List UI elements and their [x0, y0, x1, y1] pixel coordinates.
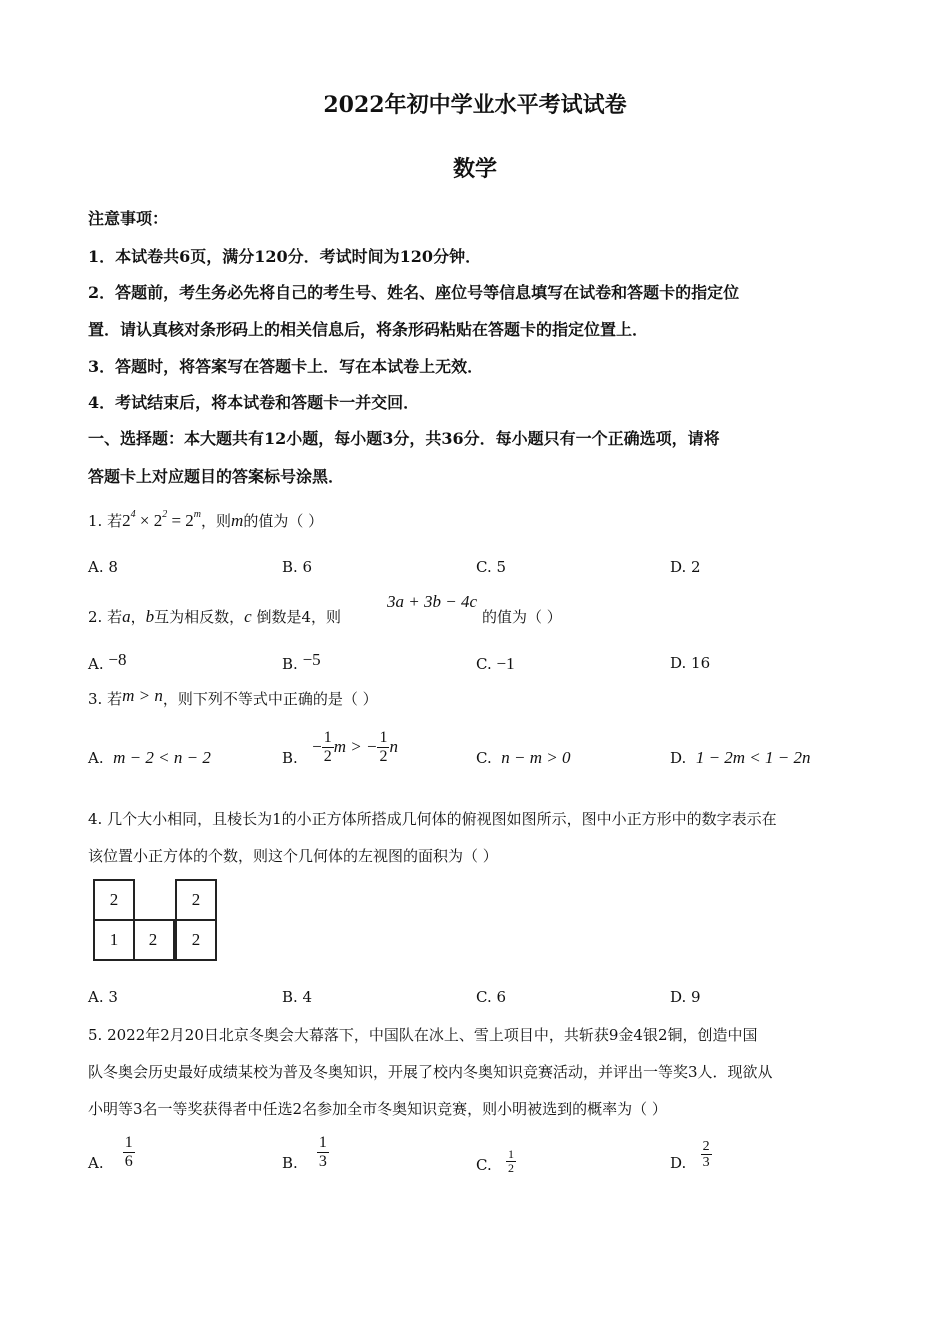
section-heading: 一、选择题：本大题共有12小题，每小题3分，共36分．每小题只有一个正确选项，请将 [88, 429, 720, 448]
grid-cell-bottom-left: 1 [93, 919, 135, 961]
q5-option-b: B. $\frac{1}{3}$ [282, 1133, 327, 1172]
q3-frac: $\frac{1}{2}$ [323, 728, 332, 765]
q2-option-d: D. 16 [670, 654, 711, 672]
page-title: 2022年初中学业水平考试试卷 [323, 92, 627, 118]
question-5-line2: 队冬奥会历史最好成绩某校为普及冬奥知识，开展了校内冬奥知识竞赛活动，并评出一等奖3人．现欲从 [88, 1063, 773, 1081]
question-5-line3: 小明等3名一等奖获得者中任选2名参加全市冬奥知识竞赛，则小明被选到的概率为（ ） [88, 1100, 667, 1118]
question-4-line1: 4. 几个大小相同，且棱长为1的小正方体所搭成几何体的俯视图如图所示，图中小正方形中的数字表示在 [88, 810, 777, 828]
question-5-line1: 5. 2022年2月20日北京冬奥会大幕落下，中国队在冰上、雪上项目中，共斩获9金4银2铜，创造中国 [88, 1026, 758, 1044]
q2-option-a: A. −8 [88, 650, 127, 673]
note-item: 4．考试结束后，将本试卷和答题卡一并交回． [88, 393, 420, 412]
q1-option-c: C. 5 [476, 558, 507, 576]
question-4-line2: 该位置小正方体的个数，则这个几何体的左视图的面积为（ ） [88, 847, 498, 865]
q3-option-d: D. 1 − 2m < 1 − 2n [670, 748, 811, 767]
q1-option-b: B. 6 [282, 558, 313, 576]
q4-option-b: B. 4 [282, 988, 313, 1006]
q4-option-a: A. 3 [88, 988, 118, 1006]
q1-option-a: A. 8 [88, 558, 118, 576]
note-item: 2．答题前，考生务必先将自己的考生号、姓名、座位号等信息填写在试卷和答题卡的指定位 [88, 283, 740, 302]
question-2: 2. 若a，b互为相反数，c 倒数是4，则 [88, 607, 341, 626]
note-item: 3．答题时，将答案写在答题卡上．写在本试卷上无效． [88, 357, 484, 376]
notes-heading: 注意事项： [88, 209, 169, 228]
q5-frac-d: $\frac{2}{3}$ [702, 1138, 710, 1170]
q3-option-a: A. m − 2 < n − 2 [88, 748, 211, 767]
question-3: 3. 若m > n，则下列不等式中正确的是（ ） [88, 686, 378, 708]
question-1: 1. 若$2^4 \times 2^2 = 2^m$，则m的值为（ ） [88, 509, 324, 530]
grid-cell-top-right: 2 [175, 879, 217, 921]
q2-expression: 3a + 3b − 4c [387, 592, 477, 611]
q5-frac-b: $\frac{1}{3}$ [318, 1133, 327, 1170]
q2-suffix: 的值为（ ） [482, 608, 562, 626]
q3-option-c: C. n − m > 0 [476, 748, 571, 767]
q5-option-d: D. $\frac{2}{3}$ [670, 1138, 710, 1172]
q1-formula: $2^4 \times 2^2 = 2^m$ [122, 509, 202, 530]
q5-option-c: C. $\frac{1}{2}$ [476, 1147, 515, 1175]
q5-frac-c: $\frac{1}{2}$ [508, 1147, 515, 1175]
grid-cell-bottom-right: 2 [175, 919, 217, 961]
q4-option-c: C. 6 [476, 988, 507, 1006]
q4-option-d: D. 9 [670, 988, 701, 1006]
grid-cell-bottom-mid: 2 [133, 919, 175, 961]
note-item: 1．本试卷共6页，满分120分．考试时间为120分钟． [88, 247, 482, 266]
section-heading-cont: 答题卡上对应题目的答案标号涂黑． [88, 467, 345, 486]
q5-frac-a: $\frac{1}{6}$ [124, 1133, 133, 1170]
q3-option-b: B. − $\frac{1}{2}$ m > − $\frac{1}{2}$ n [282, 728, 398, 767]
subject-title: 数学 [452, 156, 497, 182]
q5-option-a: A. $\frac{1}{6}$ [88, 1133, 133, 1172]
q2-option-c: C. −1 [476, 654, 515, 673]
q1-option-d: D. 2 [670, 558, 701, 576]
grid-cell-top-left: 2 [93, 879, 135, 921]
q3-frac: $\frac{1}{2}$ [379, 728, 388, 765]
note-item: 置．请认真核对条形码上的相关信息后，将条形码粘贴在答题卡的指定位置上． [88, 320, 649, 339]
q2-option-b: B. −5 [282, 650, 321, 673]
